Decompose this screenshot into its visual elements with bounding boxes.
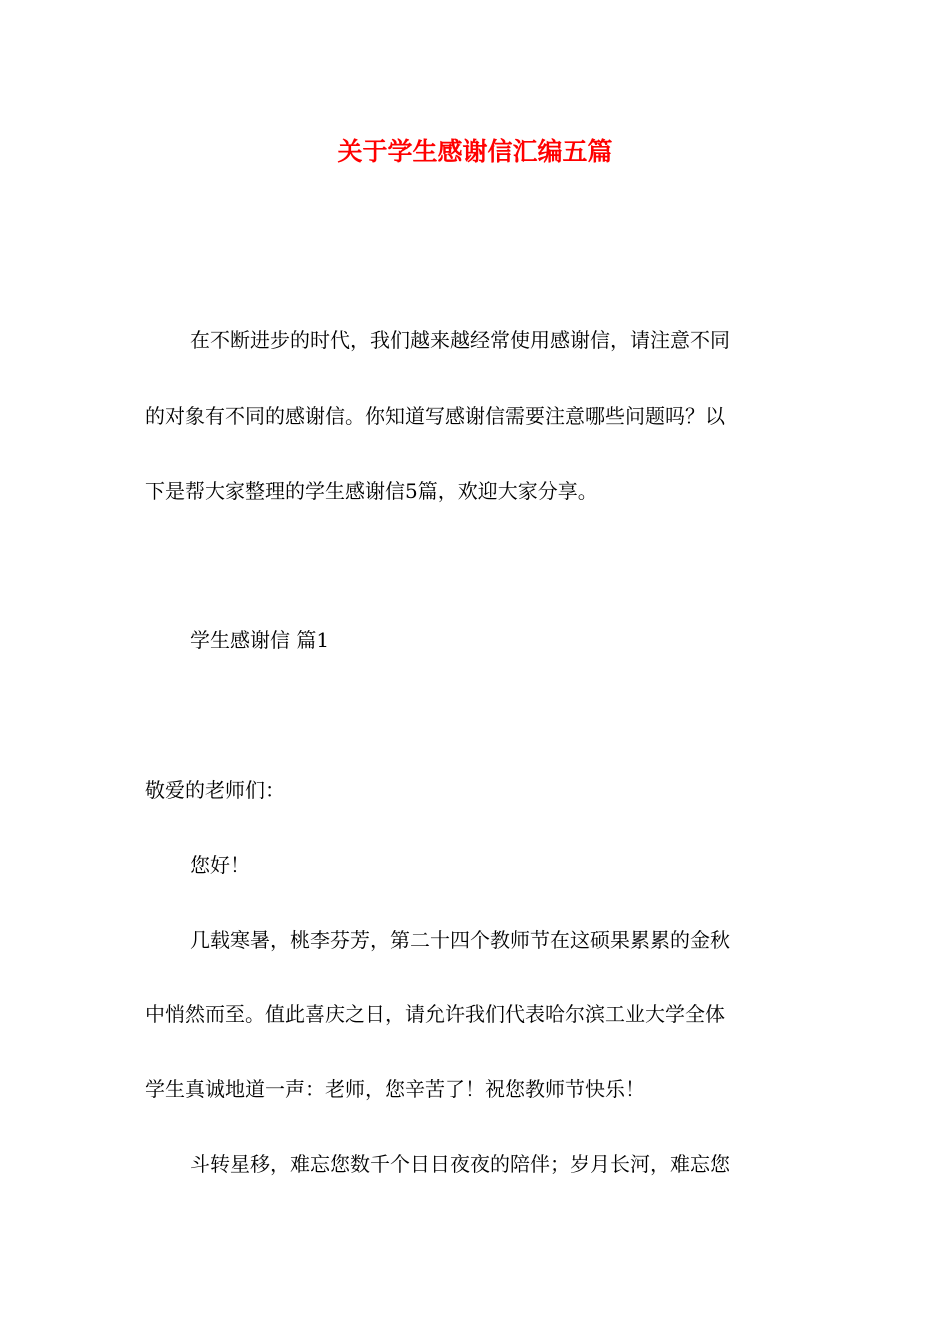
body-line: 学生真诚地道一声：老师，您辛苦了！祝您教师节快乐！ [145,1077,645,1101]
intro-line: 在不断进步的时代，我们越来越经常使用感谢信，请注意不同 [190,328,730,352]
document-title: 关于学生感谢信汇编五篇 [337,137,613,166]
body-line: 几载寒暑，桃李芬芳，第二十四个教师节在这硕果累累的金秋 [190,928,730,952]
salutation: 敬爱的老师们： [145,778,285,802]
body-line: 中悄然而至。值此喜庆之日，请允许我们代表哈尔滨工业大学全体 [145,1002,725,1026]
greeting: 您好！ [190,853,250,877]
body-line: 斗转星移，难忘您数千个日日夜夜的陪伴；岁月长河，难忘您 [190,1152,730,1176]
intro-line: 下是帮大家整理的学生感谢信5篇，欢迎大家分享。 [145,479,598,503]
section-heading: 学生感谢信 篇1 [190,628,330,652]
intro-line: 的对象有不同的感谢信。你知道写感谢信需要注意哪些问题吗？以 [145,404,725,428]
